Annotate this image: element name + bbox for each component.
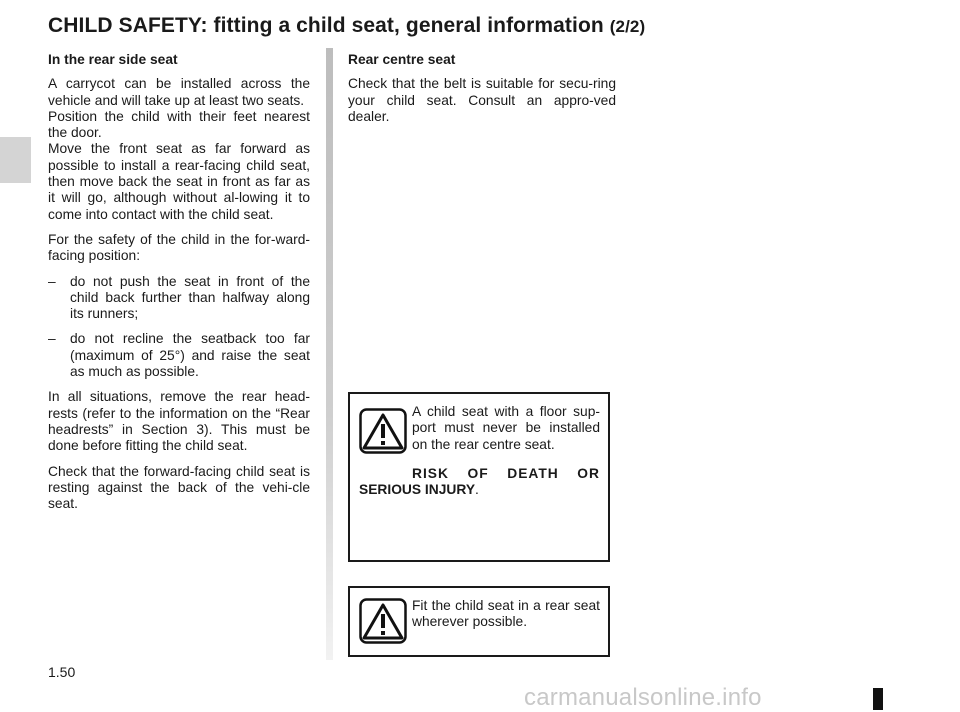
warning-message: Fit the child seat in a rear seat wherever possible. <box>412 598 600 630</box>
warning-text <box>412 404 600 461</box>
left-paragraph-1: A carrycot can be installed across the vehicle and will take up at least two seats. <box>48 76 310 108</box>
corner-mark <box>873 688 883 710</box>
left-paragraph-2: Position the child with their feet nearest the door. <box>48 108 310 141</box>
risk-word: RISK <box>412 466 449 481</box>
bullet-dash: – <box>48 331 56 347</box>
warning-triangle-icon <box>359 408 407 454</box>
right-paragraph-1: Check that the belt is suitable for secu-ring your child seat. Consult an appro-ved dealer. <box>348 76 616 124</box>
page-title-part: (2/2) <box>609 17 646 36</box>
risk-word: OR <box>577 466 600 481</box>
left-paragraph-4: For the safety of the child in the for-ward-facing position: <box>48 231 310 264</box>
bullet-text: do not push the seat in front of the child back further than halfway along its runners; <box>70 273 310 322</box>
page-number: 1.50 <box>48 664 76 680</box>
right-column <box>348 52 616 134</box>
left-heading: In the rear side seat <box>48 52 178 67</box>
left-paragraph-6: Check that the forward-facing child seat is resting against the back of the vehi-cle seat. <box>48 463 310 512</box>
watermark: carmanualsonline.info <box>524 684 762 711</box>
risk-period: . <box>475 482 479 498</box>
left-paragraph-3: Move the front seat as far forward as possible to install a rear-facing child seat, then move back the seat in front as far as it will go, although without al-lowing it to come into contact with the child seat. <box>48 141 310 222</box>
page-title <box>48 14 645 38</box>
warning-triangle-icon <box>359 598 407 644</box>
bullet-item <box>48 331 310 380</box>
left-column <box>48 52 310 521</box>
page-title-main: CHILD SAFETY: fitting a child seat, general information <box>48 14 604 37</box>
bullet-text: do not recline the seatback too far (maximum of 25°) and raise the seat as much as possible. <box>70 331 310 380</box>
column-divider <box>326 48 333 660</box>
risk-word: OF <box>467 466 489 481</box>
bullet-dash: – <box>48 273 56 289</box>
section-tab <box>0 137 31 183</box>
risk-line-2: SERIOUS INJURY <box>359 482 476 498</box>
warning-text <box>412 598 600 639</box>
right-heading: Rear centre seat <box>348 52 456 67</box>
warning-box-rear-seat <box>348 586 610 657</box>
bullet-item <box>48 274 310 323</box>
risk-word: DEATH <box>507 466 559 481</box>
warning-box-floor-support <box>348 392 610 562</box>
risk-statement <box>359 466 600 499</box>
left-paragraph-5: In all situations, remove the rear head-rests (refer to the information on the “Rear headrests” in Section 3). This must be done before fitting the child seat. <box>48 389 310 454</box>
warning-message: A child seat with a floor sup-port must never be installed on the rear centre seat. <box>412 404 600 452</box>
